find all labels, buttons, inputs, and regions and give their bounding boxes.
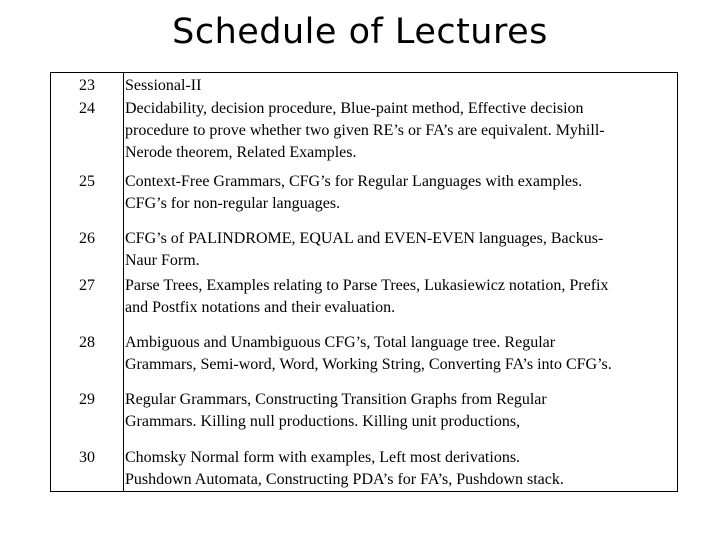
lecture-number: 30 xyxy=(79,449,95,466)
page-title: Schedule of Lectures xyxy=(172,12,548,52)
column-divider xyxy=(123,73,124,491)
lecture-topic: Parse Trees, Examples relating to Parse Trees, Lukasiewicz notation, Prefix and Postfix notations and their evaluation. xyxy=(125,277,609,316)
lecture-topic: Context-Free Grammars, CFG’s for Regular Languages with examples. CFG’s for non-regular languages. xyxy=(125,173,583,212)
lecture-number: 27 xyxy=(79,277,95,294)
lecture-number: 29 xyxy=(79,391,95,408)
lecture-number: 25 xyxy=(79,173,95,190)
lecture-topic: Sessional-II xyxy=(125,77,202,94)
lecture-topic: Chomsky Normal form with examples, Left most derivations. Pushdown Automata, Constructing PDA’s for FA’s, Pushdown stack. xyxy=(125,449,564,488)
lecture-number: 28 xyxy=(79,334,95,351)
lecture-number: 23 xyxy=(79,77,95,94)
lecture-number: 24 xyxy=(79,100,95,117)
lecture-topic: Decidability, decision procedure, Blue-paint method, Effective decision procedure to prove whether two given RE’s or FA’s are equivalent. Myhill- Nerode theorem, Related Examples. xyxy=(125,100,605,161)
lecture-topic: Regular Grammars, Constructing Transition Graphs from Regular Grammars. Killing null productions. Killing unit productions, xyxy=(125,391,547,430)
lecture-table xyxy=(50,72,678,492)
lecture-number: 26 xyxy=(79,230,95,247)
lecture-topic: Ambiguous and Unambiguous CFG’s, Total language tree. Regular Grammars, Semi-word, Word, Working String, Converting FA’s into CFG’s. xyxy=(125,334,612,373)
lecture-topic: CFG’s of PALINDROME, EQUAL and EVEN-EVEN languages, Backus- Naur Form. xyxy=(125,230,604,269)
